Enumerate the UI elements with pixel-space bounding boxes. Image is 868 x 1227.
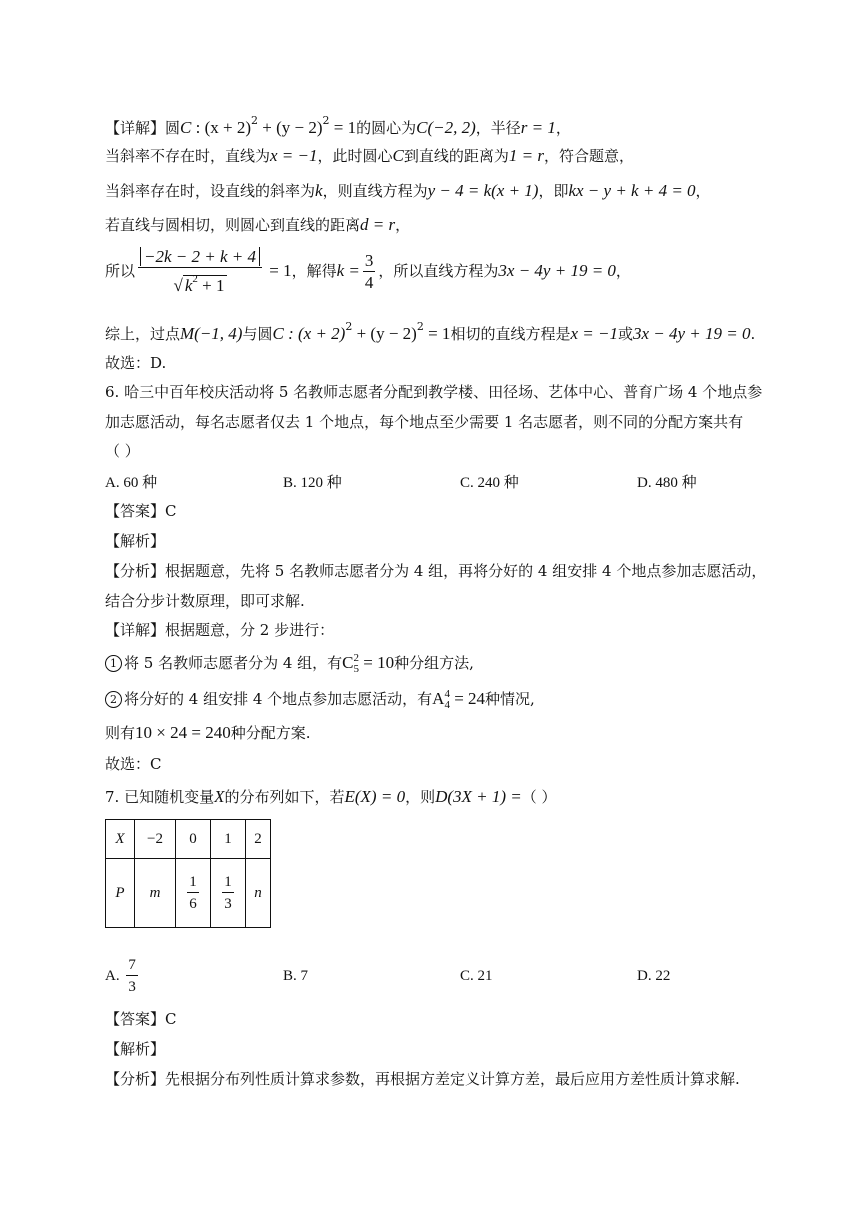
math: d = r (360, 215, 396, 234)
table-cell: P (106, 859, 135, 928)
fraction-denominator: 3 (224, 895, 232, 912)
text: 与圆 (242, 325, 273, 343)
detail-line-circle (105, 110, 571, 139)
math-sub: 4 (444, 699, 450, 711)
q7-option-b[interactable]: B. 7 (283, 968, 309, 984)
math-sup: 2 (345, 320, 353, 333)
q6-option-b[interactable]: B. 120 种 (283, 475, 342, 491)
math: k = (336, 261, 360, 280)
math: A (432, 689, 445, 708)
text: ，此时圆心 (317, 147, 393, 165)
math: + (y − 2) (258, 118, 323, 137)
text: 将分好的 4 组安排 4 个地点参加志愿活动，有 (124, 690, 433, 708)
text: ，则直线方程为 (322, 182, 428, 200)
math: y − 4 = k(x + 1) (427, 181, 539, 200)
text: 综上，过点 (105, 325, 181, 343)
table-cell: m (135, 859, 176, 928)
math: C (180, 118, 192, 137)
text: 将 5 名教师志愿者分为 4 组，有 (124, 654, 343, 672)
fraction-numerator: 3 (364, 250, 374, 270)
q6-answer: 【答案】C (105, 502, 177, 520)
math: C(−2, 2) (416, 118, 476, 137)
math-sup: 2 (322, 114, 330, 127)
text: ， (395, 216, 411, 234)
text: 当斜率存在时，设直线的斜率为 (105, 182, 316, 200)
text: 7. 已知随机变量 (105, 788, 215, 806)
table-cell (176, 859, 211, 928)
text: ，则 (405, 788, 436, 806)
detail-line-tangent (105, 214, 410, 236)
math-sup: 2 (192, 273, 198, 285)
circled-number: 2 (105, 691, 122, 708)
table-cell: 1 (211, 820, 246, 859)
q6-option-d[interactable]: D. 480 种 (637, 475, 697, 491)
text: ，即 (538, 182, 569, 200)
q7-answer: 【答案】C (105, 1010, 177, 1028)
fraction-numerator: 1 (187, 872, 199, 893)
q6-option-c[interactable]: C. 240 种 (460, 475, 519, 491)
q6-step-2 (105, 688, 535, 711)
math: 1 = r (508, 146, 544, 165)
detail-line-conclusion (105, 316, 755, 345)
text: ， (555, 119, 571, 137)
math: x = −1 (570, 324, 618, 343)
text: 种分配方案. (230, 724, 311, 742)
q7-option-d[interactable]: D. 22 (637, 968, 671, 984)
math: 10 × 24 = 240 (135, 723, 231, 742)
q7-option-a[interactable] (105, 955, 141, 998)
detail-line-slope (105, 180, 711, 202)
fraction-numerator: 7 (126, 955, 138, 976)
math: M(−1, 4) (180, 324, 243, 343)
math: C (392, 146, 404, 165)
math: = 10 (359, 653, 395, 672)
math: 3x − 4y + 19 = 0 (498, 261, 616, 280)
q6-total (105, 722, 310, 744)
math: : (x + 2) (191, 118, 251, 137)
text: 的分布列如下，若 (224, 788, 345, 806)
text: 则有 (105, 724, 136, 742)
table-cell: 2 (246, 820, 271, 859)
math-sup: 2 (251, 114, 258, 127)
math: + 1 (197, 276, 225, 295)
circled-number: 1 (105, 655, 122, 672)
text: ，所以直线方程为 (378, 262, 499, 280)
table-row (106, 820, 271, 859)
math-sup: 2 (353, 652, 360, 664)
q7-analysis: 【分析】先根据分布列性质计算求参数，再根据方差定义计算方差，最后应用方差性质计算求解. (105, 1070, 740, 1088)
math: = 1 (423, 324, 451, 343)
text: ， (615, 262, 631, 280)
q6-detail-heading: 【详解】根据题意，分 2 步进行： (105, 621, 335, 639)
math: r = 1 (520, 118, 556, 137)
text: 【详解】圆 (105, 119, 181, 137)
fraction-denominator: 4 (364, 272, 374, 292)
text: 或 (617, 325, 633, 343)
table-cell (211, 859, 246, 928)
text: ，解得 (291, 262, 337, 280)
q7-jiexi-heading: 【解析】 (105, 1040, 166, 1058)
q7-option-c[interactable]: C. 21 (460, 968, 493, 984)
math: = 24 (449, 689, 486, 708)
math: E(X) = 0 (344, 787, 406, 806)
fraction-denominator: 6 (189, 895, 197, 912)
math: x = −1 (270, 146, 318, 165)
text: . (750, 325, 756, 343)
table-cell: 0 (176, 820, 211, 859)
table-cell: −2 (135, 820, 176, 859)
text: ， (695, 182, 711, 200)
option-label: A. (105, 968, 120, 984)
text: ，半径 (475, 119, 521, 137)
fraction-numerator: 1 (222, 872, 234, 893)
math: = 1 (329, 118, 357, 137)
choose-d: 故选：D. (105, 354, 167, 372)
text: 的圆心为 (356, 119, 417, 137)
math: X (214, 787, 225, 806)
text: （ ） (521, 788, 557, 806)
text: 种情况, (485, 690, 535, 708)
table-cell: X (106, 820, 135, 859)
math: k (184, 276, 193, 295)
math-sub: 5 (353, 663, 360, 675)
text: 当斜率不存在时，直线为 (105, 147, 271, 165)
q6-jiexi-heading: 【解析】 (105, 532, 166, 550)
text: 若直线与圆相切，则圆心到直线的距离 (105, 216, 361, 234)
math-sup: 2 (416, 320, 424, 333)
math-sup: 4 (444, 688, 450, 700)
q6-option-a[interactable]: A. 60 种 (105, 475, 158, 491)
k-fraction (363, 251, 376, 294)
math: 3x − 4y + 19 = 0 (632, 324, 751, 343)
table-cell: n (246, 859, 271, 928)
q6-analysis-line2: 结合分步计数原理，即可求解. (105, 592, 305, 610)
math: k (315, 181, 323, 200)
q6-stem-line3: （ ） (105, 442, 140, 460)
fraction-numerator: −2k − 2 + k + 4 (140, 247, 260, 266)
math: C : (x + 2) (272, 324, 346, 343)
text: 所以 (105, 262, 136, 280)
q6-stem-line1: 6. 哈三中百年校庆活动将 5 名教师志愿者分配到教学楼、田径场、艺体中心、普育广场 4 个地点参 (105, 383, 763, 401)
math: D(3X + 1) = (435, 787, 522, 806)
q7-stem (105, 786, 557, 808)
q6-step-1 (105, 652, 474, 675)
math: C (342, 653, 354, 672)
q6-analysis-line1: 【分析】根据题意，先将 5 名教师志愿者分为 4 组，再将分好的 4 组安排 4 个地点参加志愿活动， (105, 562, 767, 580)
q6-stem-line2: 加志愿活动，每名志愿者仅去 1 个地点，每个地点至少需要 1 名志愿者，则不同的分配方案共有 (105, 413, 744, 431)
q6-choose: 故选：C (105, 755, 162, 773)
math: + (y − 2) (352, 324, 417, 343)
fraction-denominator: 3 (128, 979, 136, 995)
distance-fraction: $\frac{-2k - 2 + k + 4}{√ k^2 + 1}$ (138, 247, 262, 297)
text: ，符合题意， (543, 147, 634, 165)
distribution-table (105, 819, 271, 928)
math: kx − y + k + 4 = 0 (568, 181, 696, 200)
text: 种分组方法, (394, 654, 474, 672)
math: = 1 (265, 261, 292, 280)
table-row (106, 859, 271, 928)
text: 到直线的距离为 (403, 147, 509, 165)
detail-line-solve (105, 247, 631, 297)
detail-line-no-slope (105, 145, 634, 167)
text: 相切的直线方程是 (450, 325, 571, 343)
